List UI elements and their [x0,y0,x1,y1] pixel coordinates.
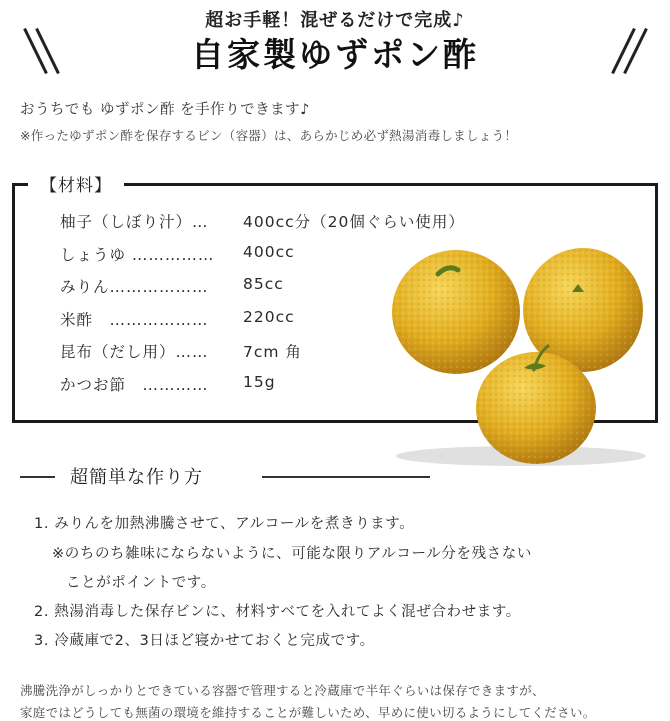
page-title: 自家製ゆずポン酢 [191,35,479,74]
method-step: 3. 冷蔵庫で2、3日ほど寝かせておくと完成です。 [34,633,375,649]
ingredient-amount: 400cc分（20個ぐらい使用） [243,213,465,231]
method-step: 1. みりんを加熱沸騰させて、アルコールを煮きります。 [34,516,415,532]
method-line-left [20,476,55,478]
ingredient-amount: 15g [243,372,276,391]
ingredients-title: 【材料】 [28,171,124,196]
ingredient-name: 昆布（だし用）…… [60,343,209,361]
ingredient-name: みりん……………… [60,278,209,296]
ingredient-name: 柚子（しぼり汁）… [60,213,209,231]
ingredient-name: しょうゆ …………… [60,245,215,264]
yuzu-fruits-image [386,248,656,468]
method-step-note: ※のちのち雑味にならないように、可能な限りアルコール分を残さない [52,546,532,562]
intro-text: おうちでも ゆずポン酢 を手作りできます♪ [20,102,310,118]
ingredient-name: かつお節 ………… [60,375,209,394]
catchphrase: 超お手軽！混ぜるだけで完成♪ [205,10,465,31]
method-step: 2. 熱湯消毒した保存ビンに、材料すべてを入れてよく混ぜ合わせます。 [34,604,521,620]
method-line-right [262,476,430,478]
method-title: 超簡単な作り方 [70,467,203,488]
footer-note: 家庭ではどうしても無菌の環境を維持することが難しいため、早めに使い切るようにしてください。 [20,705,596,720]
intro-note: ※作ったゆずポン酢を保存するビン（容器）は、あらかじめ必ず熱湯消毒しましょう！ [20,128,518,143]
method-step-note: ことがポイントです。 [66,575,216,591]
ingredient-amount: 85cc [243,275,284,293]
ingredient-amount: 400cc [243,242,295,261]
footer-note: 沸騰洗浄がしっかりとできている容器で管理すると冷蔵庫で半年ぐらいは保存できますが、 [20,683,545,698]
ingredient-row [60,210,465,243]
yuzu-left [392,250,520,374]
ingredient-amount: 7cm 角 [243,343,302,361]
ingredient-amount: 220cc [243,307,295,326]
ingredient-name: 米酢 ……………… [60,310,209,329]
